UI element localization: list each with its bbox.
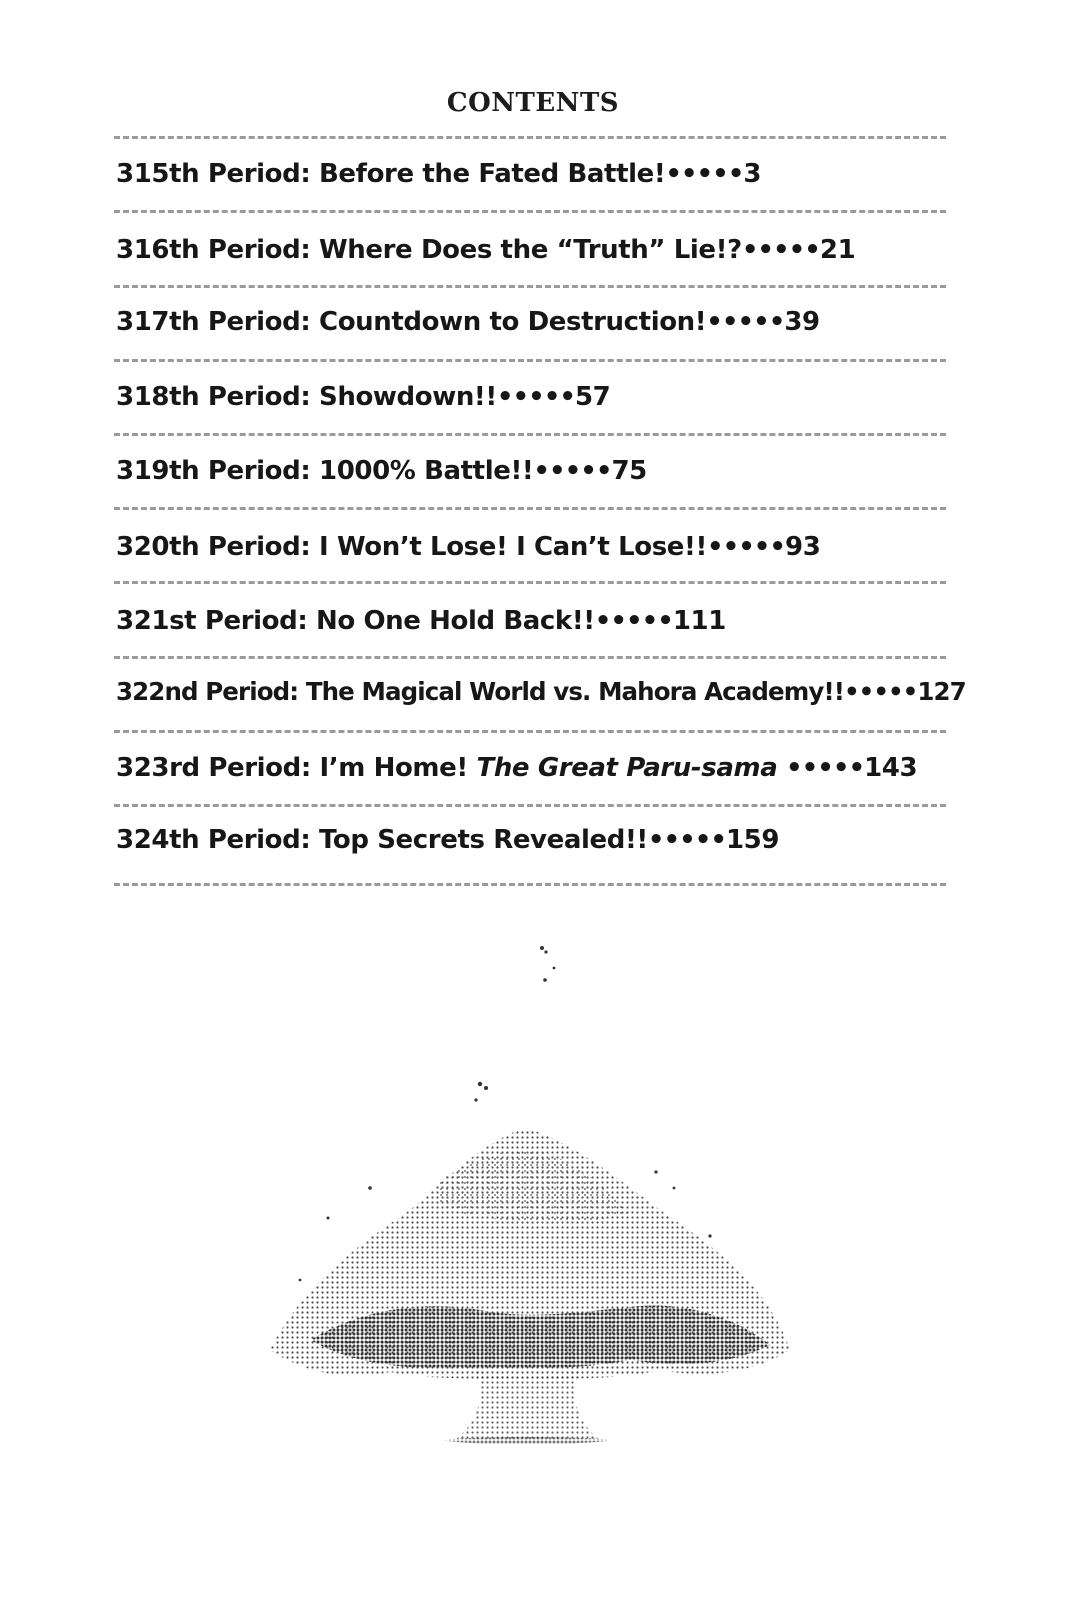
toc-page-number: 111 (672, 606, 726, 636)
tree-canopy-shadow (310, 1305, 770, 1368)
toc-title: The Magical World vs. Mahora Academy!! (305, 677, 845, 706)
toc-entry[interactable] (116, 451, 956, 491)
toc-chapter: 316th Period: (116, 235, 311, 265)
toc-leader: ••••• (496, 382, 575, 412)
toc-page-number: 93 (785, 532, 821, 562)
toc-page-number: 143 (864, 753, 918, 783)
toc-entry[interactable] (116, 527, 956, 567)
toc-chapter: 322nd Period: (116, 677, 299, 706)
toc-chapter: 320th Period: (116, 532, 311, 562)
toc-title: I Won’t Lose! I Can’t Lose!! (319, 532, 707, 562)
toc-page-number: 127 (917, 677, 966, 706)
toc-entry[interactable] (116, 377, 956, 417)
toc-title-italic: The Great Paru-sama (476, 753, 778, 783)
toc-title: Showdown!! (319, 382, 497, 412)
toc-entry[interactable] (116, 302, 956, 342)
divider (114, 433, 946, 436)
toc-entry[interactable] (116, 230, 956, 270)
toc-leader: ••••• (786, 753, 865, 783)
divider (114, 507, 946, 510)
toc-leader: ••••• (706, 532, 786, 562)
toc-leader: ••••• (706, 307, 785, 337)
divider (114, 804, 946, 807)
toc-entry[interactable] (116, 154, 956, 194)
toc-chapter: 321st Period: (116, 606, 308, 636)
toc-leader: ••••• (647, 825, 726, 855)
toc-page-number: 159 (725, 825, 780, 855)
toc-leader: ••••• (665, 159, 744, 189)
divider (114, 136, 946, 139)
toc-title: No One Hold Back!! (315, 606, 595, 636)
toc-title: I’m Home! (319, 753, 468, 783)
toc-title: Where Does the “Truth” Lie!? (319, 235, 742, 265)
divider (114, 359, 946, 362)
toc-chapter: 315th Period: (116, 159, 311, 189)
toc-title: Countdown to Destruction! (319, 307, 707, 337)
toc-page-number: 39 (784, 307, 820, 337)
toc-entry[interactable] (116, 820, 956, 860)
divider (114, 730, 946, 733)
toc-chapter: 318th Period: (116, 382, 311, 412)
tree-trunk (455, 1370, 600, 1440)
toc-page-number: 75 (611, 456, 647, 486)
toc-title: 1000% Battle!! (319, 456, 534, 486)
toc-entry[interactable] (116, 748, 956, 788)
toc-title: Before the Fated Battle! (319, 159, 666, 189)
toc-leader: ••••• (533, 456, 612, 486)
divider (114, 883, 946, 886)
divider (114, 656, 946, 659)
toc-leader: ••••• (594, 606, 673, 636)
page-title: CONTENTS (446, 88, 620, 118)
toc-page-number: 21 (819, 235, 856, 265)
toc-title: Top Secrets Revealed!! (319, 825, 648, 855)
toc-page-number: 3 (743, 159, 762, 189)
world-tree-icon (240, 940, 820, 1500)
tree-canopy-highlight (436, 1149, 630, 1222)
toc-leader: ••••• (844, 677, 918, 706)
toc-chapter: 323rd Period: (116, 753, 311, 783)
toc-page-number: 57 (574, 382, 611, 412)
divider (114, 210, 946, 213)
divider (114, 581, 946, 584)
toc-entry[interactable] (116, 672, 966, 712)
toc-chapter: 319th Period: (116, 456, 311, 486)
toc-leader: ••••• (741, 235, 820, 265)
toc-chapter: 317th Period: (116, 307, 311, 337)
toc-chapter: 324th Period: (116, 825, 311, 855)
divider (114, 285, 946, 288)
toc-entry[interactable] (116, 601, 956, 641)
